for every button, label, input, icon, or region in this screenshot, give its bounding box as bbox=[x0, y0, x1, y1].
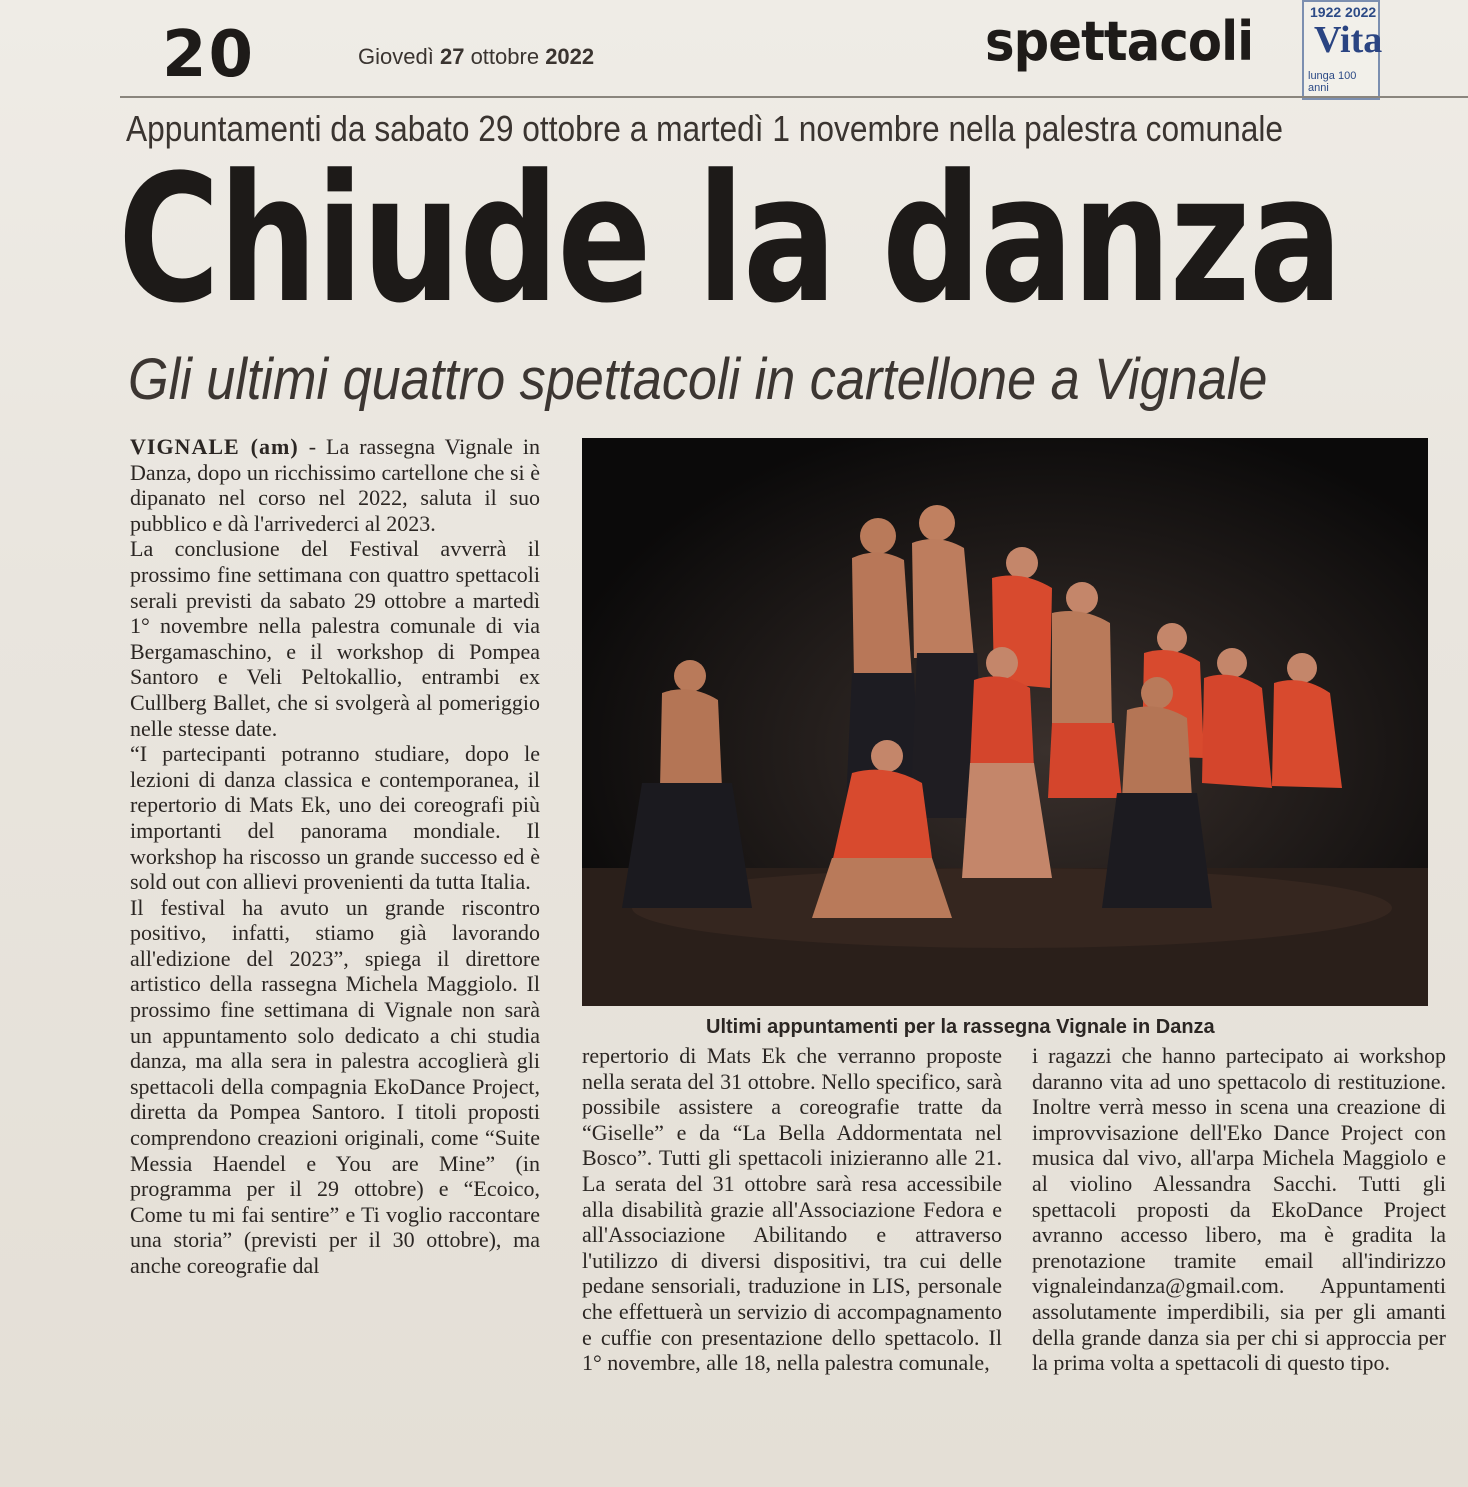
issue-month: ottobre bbox=[470, 44, 540, 69]
paragraph bbox=[130, 434, 540, 536]
paragraph-text: - La rassegna Vignale in Danza, dopo un ricchissimo cartellone che si è dipanato nel corso nel 2022, saluta il suo pubblico e dà l'arrivederci al 2023. bbox=[130, 434, 541, 536]
paragraph: i ragazzi che hanno partecipato ai workshop daranno vita ad uno spettacolo di restituzione. Inoltre verrà messo in scena una creazione di improvvisazione dell'Eko Dance Project con musica dal vivo, all'arpa Michela Maggiolo e al violino Alessandra Sacchi. Tutti gli spettacoli proposti da EkoDance Project avranno accesso libero, ma è gradita la prenotazione tramite email all'indirizzo vignaleindanza@gmail.com. Appuntamenti assolutamente imperdibili, sia per gli amanti della grande danza sia per chi si approccia per la prima volta a spettacoli di questo tipo. bbox=[1032, 1043, 1446, 1376]
logo-years: 1922 2022 bbox=[1310, 4, 1377, 20]
issue-date bbox=[358, 44, 594, 70]
article-column-1 bbox=[130, 434, 540, 1279]
issue-day: 27 bbox=[439, 44, 465, 69]
article-kicker: Appuntamenti da sabato 29 ottobre a martedì 1 novembre nella palestra comunale bbox=[126, 108, 1284, 149]
logo-motto: lunga 100 anni bbox=[1308, 70, 1357, 94]
dance-photo bbox=[582, 438, 1428, 1006]
paragraph: Il festival ha avuto un grande riscontro positivo, infatti, stiamo già lavorando all'edizione del 2023”, spiega il direttore artistico della rassegna Michela Maggiolo. Il prossimo fine settimana di Vignale non sarà un appuntamento solo dedicato a chi studia danza, ma alla sera in palestra accoglierà gli spettacoli della compagnia EkoDance Project, diretta da Pompea Santoro. I titoli proposti comprendono creazioni originali, come “Suite Messia Haendel e You are Mine” (in programma per il 29 ottobre) e “Ecoico, Come tu mi fai sentire” e Ti voglio raccontare una storia” (previsti per il 30 ottobre), ma anche coreografie dal bbox=[130, 894, 540, 1278]
article-headline: Chiude la danza bbox=[118, 137, 1342, 342]
paragraph: repertorio di Mats Ek che verranno proposte nella serata del 31 ottobre. Nello specifico, sarà possibile assistere a coreografie tratte da “Giselle” e da “La Bella Addormentata nel Bosco”. Tutti gli spettacoli inizieranno alle 21. La serata del 31 ottobre sarà resa accessibile alla disabilità grazie all'Associazione Fedora e all'Associazione Abilitando e attraverso l'utilizzo di diversi dispositivi, tra cui delle pedane sensoriali, traduzione in LIS, personale che effettuerà un servizio di accompagnamento e cuffie con presentazione dello spettacolo. Il 1° novembre, alle 18, nella palestra comunale, bbox=[582, 1043, 1002, 1376]
article-dateline: VIGNALE (am) bbox=[130, 434, 299, 459]
article-column-2 bbox=[582, 1043, 1002, 1376]
newspaper-logo bbox=[1302, 0, 1383, 100]
paragraph: “I partecipanti potranno studiare, dopo le lezioni di danza classica e contemporanea, il repertorio di Mats Ek, uno dei coreografi più importanti del panorama mondiale. Il workshop ha riscosso un grande successo ed è sold out con allievi provenienti da tutta Italia. bbox=[130, 741, 540, 895]
paragraph: La conclusione del Festival avverrà il prossimo fine settimana con quattro spettacoli serali previsti da sabato 29 ottobre a martedì 1° novembre nella palestra comunale di via Bergamaschino, e il workshop di Pompea Santoro e Veli Peltokallio, entrambi ex Cullberg Ballet, che si svolgerà al pomeriggio nelle stesse date. bbox=[130, 536, 540, 741]
logo-name: Vita bbox=[1314, 19, 1383, 61]
dancers-illustration bbox=[582, 438, 1428, 1006]
issue-year: 2022 bbox=[545, 44, 595, 69]
article-column-3 bbox=[1032, 1043, 1446, 1376]
issue-weekday: Giovedì bbox=[358, 44, 434, 69]
photo-caption: Ultimi appuntamenti per la rassegna Vignale in Danza bbox=[706, 1016, 1215, 1038]
page-number: 20 bbox=[162, 18, 256, 92]
article-subhead: Gli ultimi quattro spettacoli in cartellone a Vignale bbox=[128, 347, 1268, 412]
section-title: spettacoli bbox=[985, 10, 1254, 73]
header-rule bbox=[120, 96, 1468, 98]
